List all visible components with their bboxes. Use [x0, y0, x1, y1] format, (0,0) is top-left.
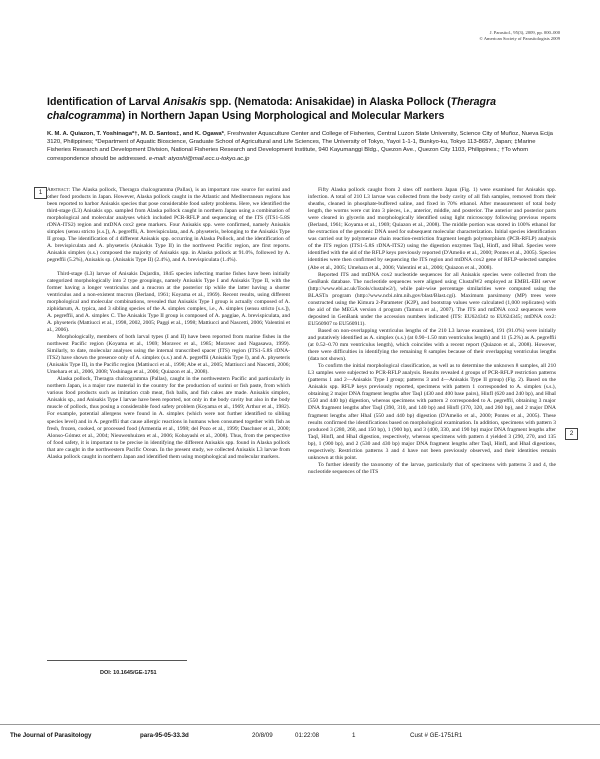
abstract-text: The Alaska pollock, Theragra chalcogramma (Pallas), is an important raw source for surimi and other food products in Japan. However, Alaska pollock caught in the Atlantic and Mediterranean regions has been reported to harbor Anisakis species that pose considerable food safety problems. Here, we identified the third-stage (L3) Anisakis spp. sampled from Alaska pollock caught in northern Japan using a combination of morphological and molecular analyses which included PCR-RFLP and sequencing of the ITS (ITS1-5.8S rDNA-ITS2) region and mtDNA cox2 gene markers. Four Anisakis spp. were confirmed, namely Anisakis simplex (sensu stricto [s.s.]), A. pegreffii, A. brevispiculata, and A. physeteris, belonging to the Anisakis Type II group. The identification of 4 different Anisakis spp. occurring in Alaska Pollock, and the identification of A. brevispiculata and A. physeteris (Anisakis Type II) in the northwest Pacific region, are first reports. Anisakis simplex (s.s.) composed the majority of Anisakis spp. in Alaska pollock at 91.0%, followed by A. pegreffii (5.2%), Anisakis sp. (Anisakis Type II) (2.4%), and A. brevispiculata (1.4%).	[47, 187, 290, 264]
production-footer	[0, 730, 600, 742]
author-affiliation: , Freshwater Aquaculture Center and College of Fisheries, Central Luzon State University, Science City of Muñoz, Nueva Ecija 3120, Philippines; *Department of Aquatic Bioscience, Graduate School of Agricultural and Life Sciences, The University of Tokyo, Yayoi 1-1-1, Bunkyo-ku, Tokyo 113-8657, Japan; ‡Marine Fisheries Research and Development Division, National Fisheries Research and Development Institute, 940 Kayumanggi Bldg., Quezon Ave., Quezon City 1103, Philippines.; †To whom correspondence should be addressed.	[47, 131, 553, 162]
abstract-label: Abstract:	[47, 187, 71, 193]
doi-label: DOI: 10.1645/GE-1751	[100, 670, 157, 676]
left-column	[47, 187, 290, 461]
right-column	[308, 187, 556, 476]
body-paragraph: Third-stage (L3) larvae of Anisakis Dujardin, 1845 species infecting marine fishes have been initially categorized morphologically into 2 type groupings, namely Anisakis Type I and Anisakis Type II, with the former having a longer ventriculus and a mucron at the posterior tip while the latter having a shorter ventriculus and a non-existent mucron (Berland, 1961; Koyama et al., 1969). Recent results, using different morphological and molecular combinations, revealed that Anisakis Type I group is actually composed of A. ziphidarum, A. typica, and 3 sibling species of the A. simplex complex, i.e., A. simplex (sensu stricto [s.s.]), A. pegreffii, and A. simplex C. The Anisakis Type II group is composed of A. paggiae, A. brevispiculata, and A. physeteris (Mattiucci et al., 1998, 2002, 2005; Paggi et al., 1998; Mattiucci and Nascetti, 2006; Valentini et al., 2006).	[47, 270, 290, 333]
footer-date: 20/8/09	[252, 732, 273, 739]
footer-rule	[0, 724, 600, 725]
footer-page: 1	[352, 732, 356, 739]
journal-citation	[479, 30, 560, 42]
abstract	[47, 187, 290, 265]
body-paragraph: Alaska pollock, Theragra chalcogramma (Pallas), caught in the northwestern Pacific and particularly in northern Japan, is a major raw material in the country for the production of surimi or fish paste, from which various food products such as imitation crab meat, fish balls, and fish cakes are made. Anisakis simplex, Anisakis sp., and Anisakis Type I larvae have been reported, not only in the body cavity but also in the body muscle of pollock, thus posing a considerable food safety problem (Koyama et al., 1969; Arthur et al., 1982). For example, potential allergens were found in A. simplex (which were not further identified to sibling species level) and in A. pegreffii that cause allergic reactions in humans when consumed together with fish as fresh, frozen, cooked, or processed food (Armentia et al., 1998; del Pozo et al., 1999; Daschner et al., 2000; Alonso-Gómez et al., 2004; Nieuwenhuizen et al., 2006; Kobayashi et al., 2008). Thus, from the perspective of food safety, it is important to be precise in identifying the different Anisakis spp. found in Alaska pollock that are caught in the northwestern Pacific Ocean. In the present study, we collected Anisakis L3 larvae from Alaska pollock caught in northern Japan and identified them using morphological and molecular markers.	[47, 376, 290, 460]
journal-copyright-line: © American Society of Parasitologists 2009	[479, 36, 560, 41]
margin-marker-1: 1	[34, 187, 47, 199]
doi-divider	[47, 660, 187, 661]
footer-time: 01:22:08	[295, 732, 320, 739]
journal-volume-line: J. Parasitol., 95(3), 2009, pp. 000–000	[489, 30, 560, 35]
margin-marker-2: 2	[565, 428, 578, 440]
footer-file: para-95-05-33.3d	[140, 732, 189, 739]
title-genus: Anisakis	[162, 96, 207, 108]
author-email: e-mail: atyoshi@mail.ecc.u-tokyo.ac.jp	[148, 155, 250, 162]
body-paragraph: To further identify the taxonomy of the larvae, particularly that of specimens with patterns 3 and 4, the nucleotide sequences of the ITS	[308, 461, 556, 475]
body-paragraph: Based on non-overlapping ventriculus lengths of the 210 L3 larvae examined, 191 (91.0%) were initially and putatively identified as A. simplex (s.s.) (at 0.90–1.50 mm ventriculus length) and 11 (5.2%) as A. pegreffii (at 0.52–0.70 mm ventriculus length), which coincides with a recent report (Quiazon et al., 2008). However, there were difficulties in identifying the remaining 8 samples because of their overlapping ventriculus lengths (data not shown).	[308, 327, 556, 363]
footer-journal: The Journal of Parasitology	[10, 732, 92, 739]
title-part-2: spp. (Nematoda: Anisakidae) in Alaska Pollock (	[206, 96, 451, 108]
title-part-3: ) in Northern Japan Using Morphological and Molecular Markers	[121, 110, 445, 122]
footer-cust: Cust # GE-1751R1	[410, 732, 463, 739]
body-paragraph: Reported ITS and mtDNA cox2 nucleotide sequences for all Anisakis species were collected from the GenBank database. The nucleotide sequences were aligned using ClustalW2 employed at EMBL-EBI server (http://www.ebi.ac.uk/Tools/clustalw2/), while pair-wise percentage similarities were computed using the BLASTn program (http://www.ncbi.nlm.nih.gov/blast/Blast.cgi). Maximum parsimony (MP) trees were constructed using the Kimura 2-Parameter (K2P), and bootstrap values were calculated (1,000 replicates) with the aid of the MEGA version 4 program (Tamura et al., 2007). The ITS and mtDNA cox2 sequences were deposited in GenBank under the accession numbers indicated (ITS: EU624342 to EU624345; mtDNA cox2: EU560907 to EU560911).	[308, 271, 556, 327]
body-paragraph: Fifty Alaska pollock caught from 2 sites off northern Japan (Fig. 1) were examined for Anisakis spp. infection. A total of 210 L3 larvae was collected from the body cavity of all fish samples, removed from their sheaths, cleaned in phosphate-buffered saline, and fixed in 70% ethanol. After measurement of total body length, the worms were cut into 3 pieces, i.e., anterior, middle, and posterior. The anterior and posterior parts were cleared in glycerin and morphologically identified using light microscopy following previous reports (Berland, 1961; Koyama et al., 1969; Quiazon et al., 2008). The middle portion was stored in 100% ethanol for the extraction of the genomic DNA used for subsequent molecular characterization. Initial species identification was carried out by polymerase chain reaction-restriction fragment length polymorphism (PCR-RFLP) analysis of the ITS region (ITS1-5.8S rDNA-ITS2) using the digestion enzymes TaqI, HinfI, and HhaI. Species were identified with the aid of the RFLP keys previously reported (D'Amelio et al., 2000; Pontes et al., 2005). Species identities were then confirmed by sequencing the ITS region and mtDNA cox2 gene of RFLP-selected samples (Abe et al., 2005; Umehara et al., 2006; Valentini et al., 2006; Quiazon et al., 2008).	[308, 187, 556, 271]
title-part-1: Identification of Larval	[47, 96, 163, 108]
title-host-species: Theragra chalcogramma	[47, 96, 497, 122]
author-block	[47, 130, 557, 163]
article-title	[47, 95, 555, 123]
author-names: K. M. A. Quiazon, T. Yoshinaga*†, M. D. Santos‡, and K. Ogawa*	[47, 131, 224, 137]
body-paragraph: Morphologically, members of both larval types (I and II) have been reported from marine fishes in the northwest Pacific region (Koyama et al., 1969; Moravec et al., 1985; Moravec and Nagasawa, 1999). Similarly, to date, molecular analyses using the internal transcribed spacer (ITS) region (ITS1-5.8S rDNA-ITS2) have shown the presence only of A. simplex (s.s.) and A. pegreffii (Anisakis Type I), and A. physeteris (Anisakis Type II), in the Pacific region (Mattiucci et al., 1998; Abe et al., 2005; Mattiucci and Nascetti, 2006; Umehara et al., 2006, 2008; Yoshinaga et al., 2006; Quiazon et al., 2008).	[47, 333, 290, 376]
body-paragraph: To confirm the initial morphological classification, as well as to determine the unknown 8 samples, all 210 L3 samples were subjected to PCR-RFLP analysis. Results revealed 4 groups of PCR-RFLP restriction patterns (patterns 1 and 2—Anisakis Type I group; patterns 3 and 4—Anisakis Type II group) (Fig. 2). Based on the Anisakis spp. RFLP keys previously reported, specimens with pattern 1 corresponded to A. simplex (s.s.), obtaining 2 major DNA fragment lengths after TaqI (430 and 400 base pairs), HinfI (620 and 240 bp), and HhaI (550 and 440 bp) digestion, whereas specimens with pattern 2 corresponded to A. pegreffii, obtaining 3 major DNA fragment lengths after TaqI (390, 310, and 140 bp) and HinfI (370, 320, and 260 bp), and 2 major DNA fragment lengths after HhaI (550 and 440 bp) digestion (D'Amelio et al., 2000; Pontes et al., 2005). These results confirmed the identifications based on morphological examination. In addition, specimens with pattern 3 produced 3 (280, 260, and 150 bp), 1 (900 bp), and 3 (400, 330, and 190 bp) major DNA fragment lengths after TaqI, HinfI, and HhaI digestion, respectively, whereas specimens with pattern 4 yielded 3 (290, 270, and 135 bp), 1 (900 bp), and 2 (530 and 430 bp) major DNA fragment lengths after TaqI, HinfI, and HhaI digestions, respectively. Restriction patterns 3 and 4 have not been previously observed, and their identities remain unknown at this point.	[308, 363, 556, 461]
